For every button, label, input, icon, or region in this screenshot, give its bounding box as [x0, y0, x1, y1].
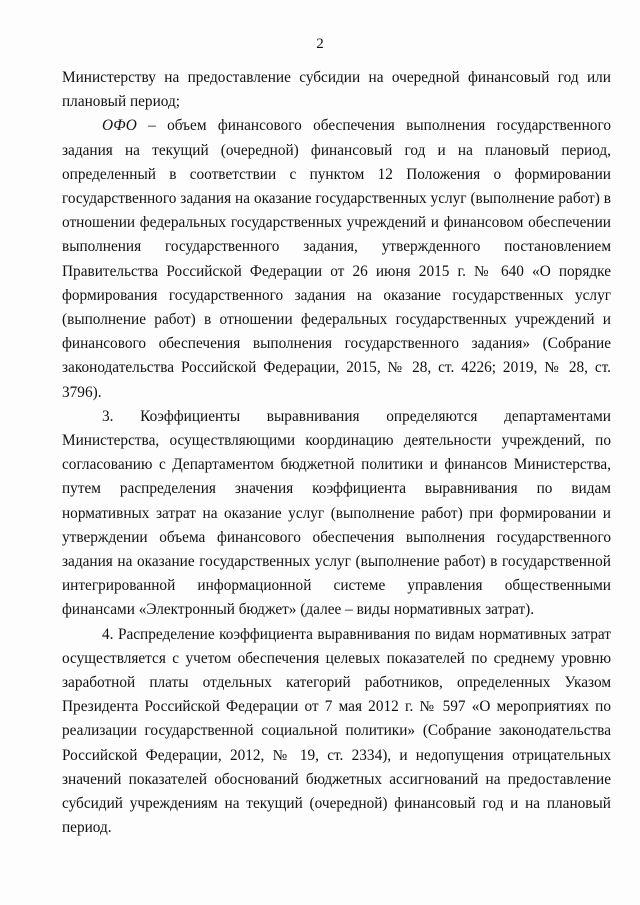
document-body — [62, 66, 611, 841]
definition-ofo-text: – объем финансового обеспечения выполнения государственного задания на текущий (очередной) финансовый год и на плановый период, определенный в соответствии с пунктом 12 Положения о формировании государственного задания на оказание государственных услуг (выполнение работ) в отношении федеральных государственных учреждений и финансовом обеспечении выполнения государственного задания, утвержденного постановлением Правительства Российской Федерации от 26 июня 2015 г. № 640 «О порядке формирования государственного задания на оказание государственных услуг (выполнение работ) в отношении федеральных государственных учреждений и финансового обеспечения выполнения государственного задания» (Собрание законодательства Российской Федерации, 2015, № 28, ст. 4226; 2019, № 28, ст. 3796). — [62, 117, 611, 401]
paragraph-ofo-definition — [62, 114, 611, 404]
paragraph-item-4: 4. Распределение коэффициента выравнивания по видам нормативных затрат осуществляется с учетом обеспечения целевых показателей по среднему уровню заработной платы отдельных категорий работников, определенных Указом Президента Российской Федерации от 7 мая 2012 г. № 597 «О мероприятиях по реализации государственной социальной политики» (Собрание законодательства Российской Федерации, 2012, № 19, ст. 2334), и недопущения отрицательных значений показателей обоснований бюджетных ассигнований на предоставление субсидий учреждениям на текущий (очередной) финансовый год и на плановый период. — [62, 625, 611, 837]
paragraph-continuation: Министерству на предоставление субсидии на очередной финансовый год или плановый период; — [62, 69, 611, 111]
paragraph-item-3: 3. Коэффициенты выравнивания определяются департаментами Министерства, осуществляющими координацию деятельности учреждений, по согласованию с Департаментом бюджетной политики и финансов Министерства, путем распределения значения коэффициента выравнивания по видам нормативных затрат на оказание услуг (выполнение работ) при формировании и утверждении объема финансового обеспечения выполнения государственного задания на оказание государственных услуг (выполнение работ) в государственной интегрированной информационной системе управления общественными финансами «Электронный бюджет» (далее – виды нормативных затрат). — [62, 407, 611, 619]
term-ofo: ОФО — [102, 117, 137, 135]
page-number: 2 — [316, 36, 324, 52]
